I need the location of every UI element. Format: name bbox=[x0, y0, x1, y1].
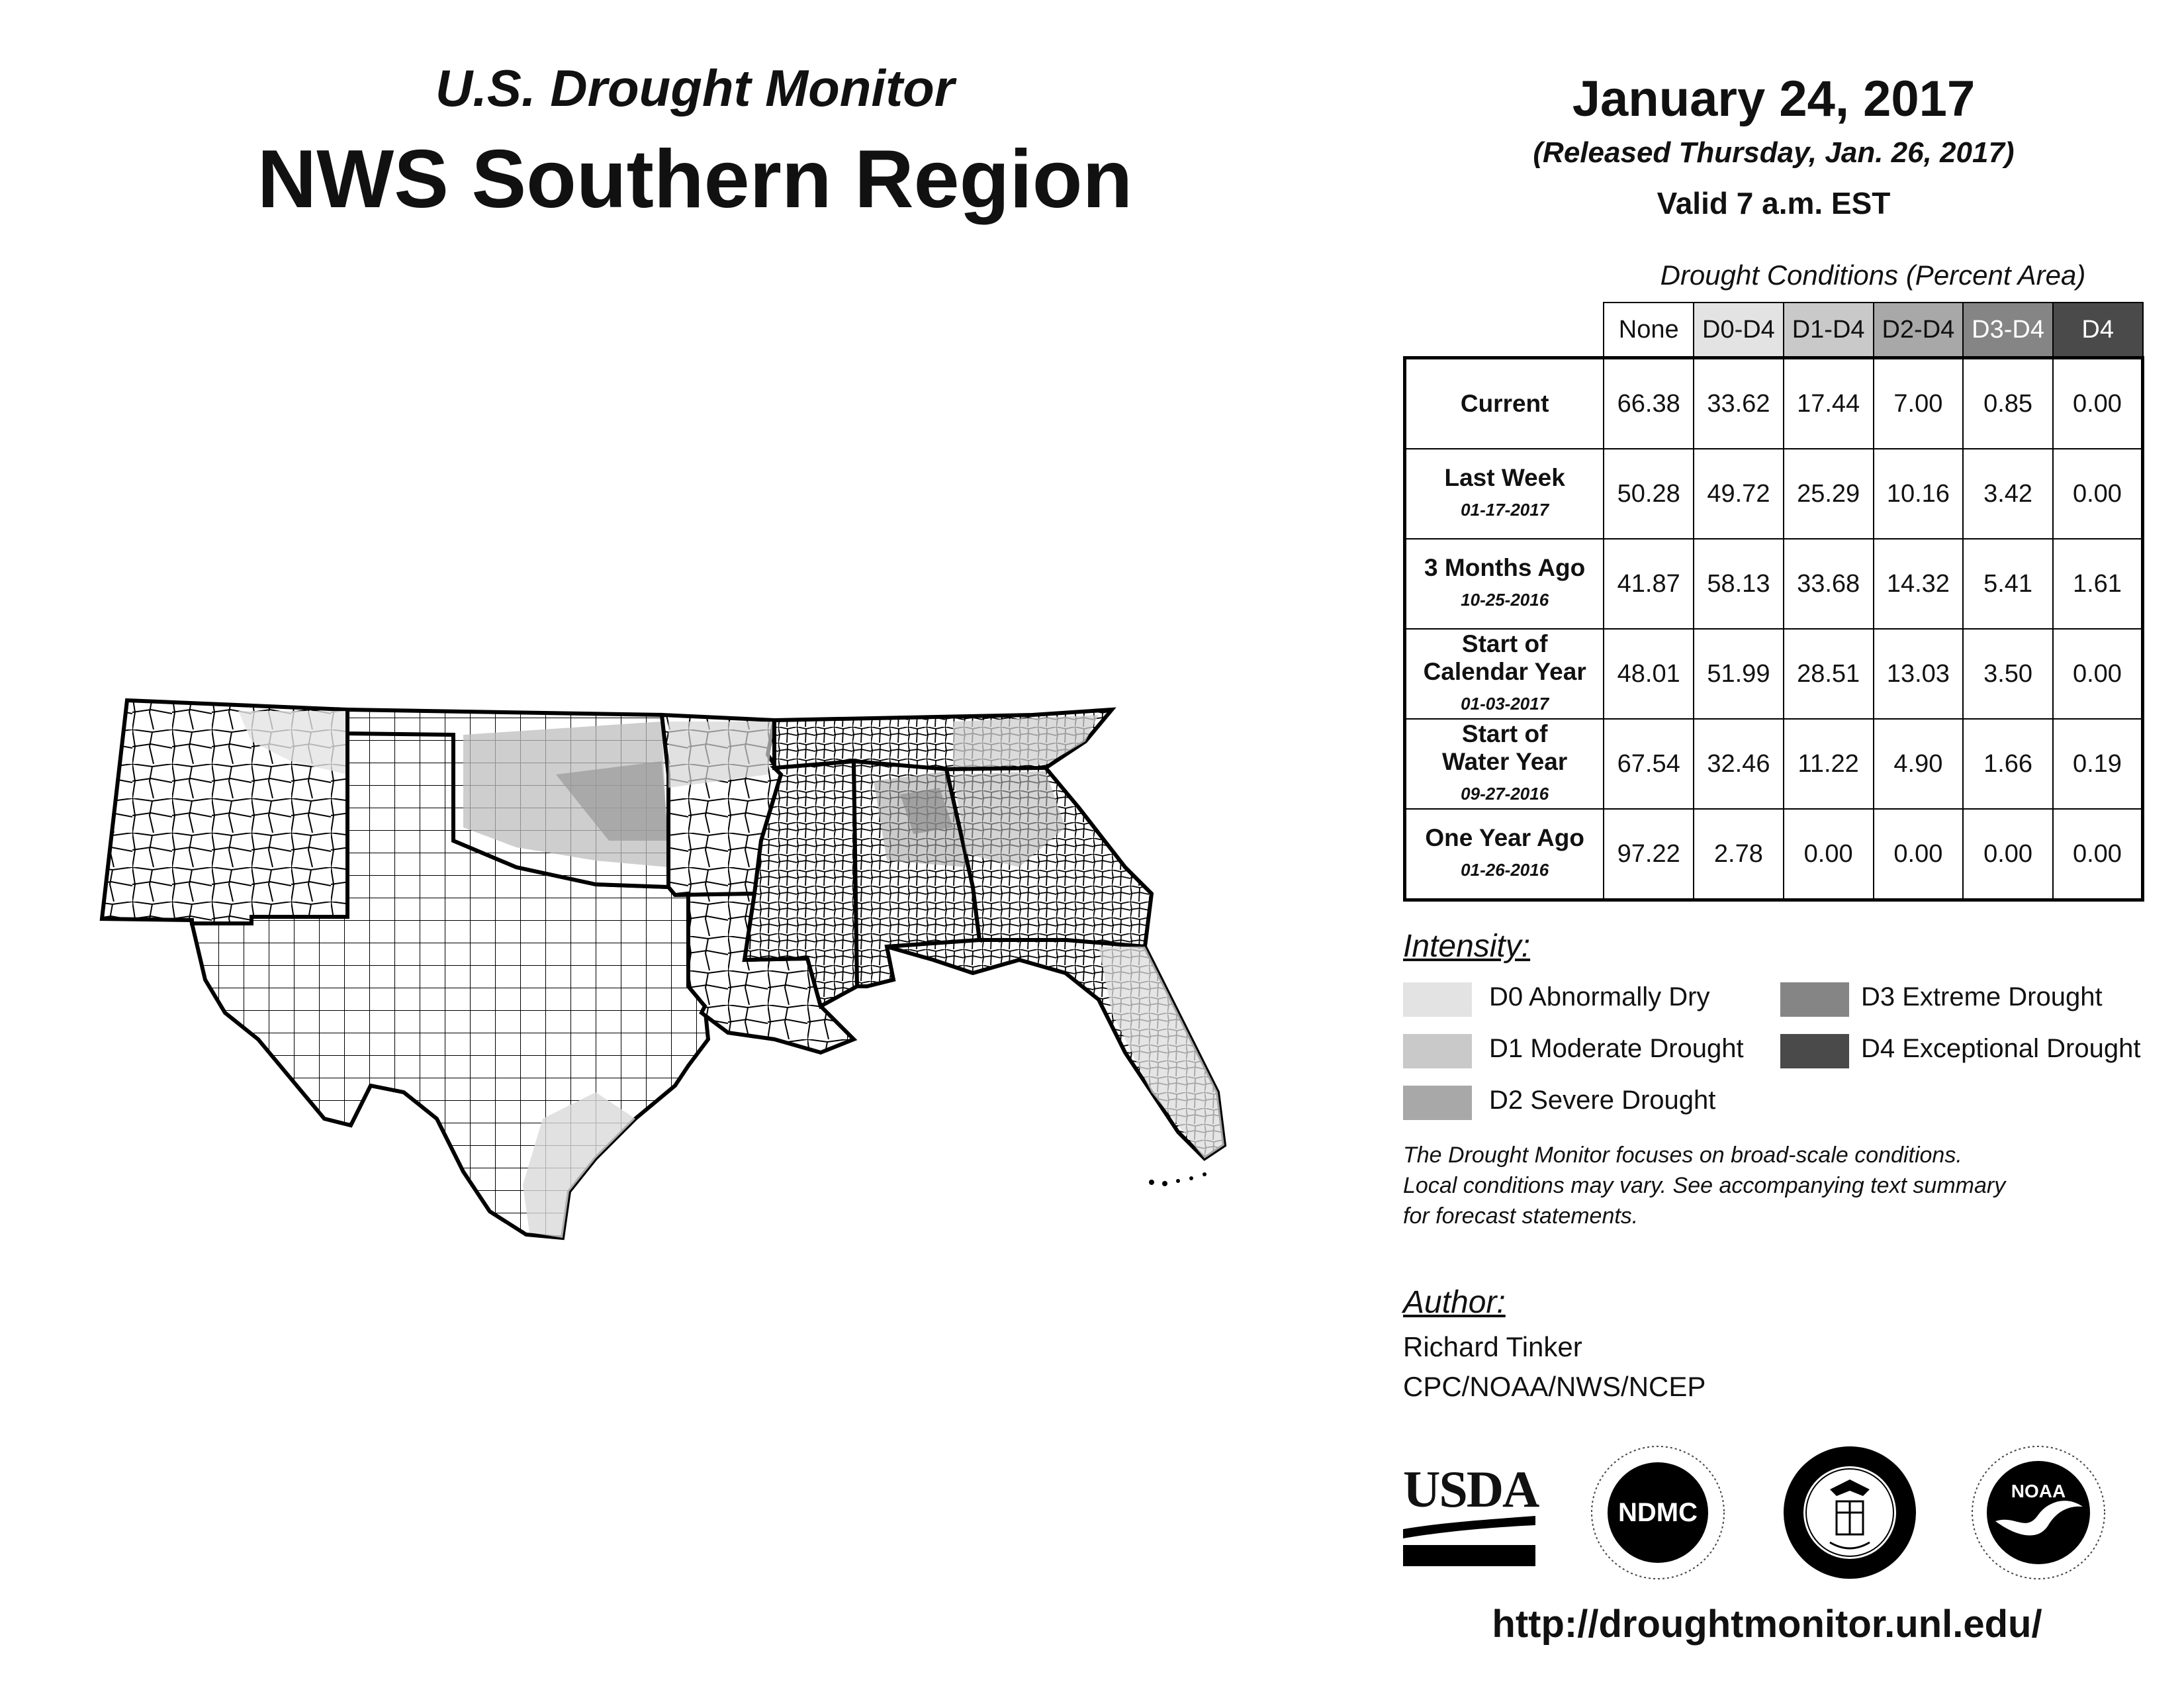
release-date: (Released Thursday, Jan. 26, 2017) bbox=[1533, 136, 2015, 169]
table-cell: 17.44 bbox=[1784, 358, 1874, 449]
table-cell: 1.61 bbox=[2053, 539, 2143, 629]
row-date: 01-17-2017 bbox=[1461, 500, 1549, 520]
table-cell: 32.46 bbox=[1694, 719, 1784, 809]
author-name: Richard Tinker bbox=[1403, 1331, 1582, 1362]
legend-swatch-d1 bbox=[1403, 1034, 1472, 1068]
table-cell: 48.01 bbox=[1604, 629, 1694, 719]
col-header-d0-d4: D0-D4 bbox=[1694, 303, 1784, 358]
col-header-d4: D4 bbox=[2053, 303, 2143, 358]
table-cell: 67.54 bbox=[1604, 719, 1694, 809]
col-header-d2-d4: D2-D4 bbox=[1874, 303, 1964, 358]
legend-label-d3: D3 Extreme Drought bbox=[1861, 982, 2103, 1011]
usda-wordmark: USDA bbox=[1403, 1460, 1539, 1518]
table-cell: 33.68 bbox=[1784, 539, 1874, 629]
table-cell: 41.87 bbox=[1604, 539, 1694, 629]
table-cell: 2.78 bbox=[1694, 809, 1784, 900]
usda-hills-icon bbox=[1403, 1516, 1535, 1569]
row-label: Start of Water Year 09-27-2016 bbox=[1405, 719, 1604, 809]
legend-label-d2: D2 Severe Drought bbox=[1489, 1086, 1716, 1115]
southern-region-map bbox=[93, 695, 1350, 1278]
table-cell: 13.03 bbox=[1874, 629, 1964, 719]
legend-label-d0: D0 Abnormally Dry bbox=[1489, 982, 1710, 1011]
region-title: NWS Southern Region bbox=[257, 134, 1133, 225]
drought-conditions-table bbox=[1403, 302, 2144, 902]
table-cell: 14.32 bbox=[1874, 539, 1964, 629]
legend-label-d1: D1 Moderate Drought bbox=[1489, 1034, 1744, 1063]
table-cell: 51.99 bbox=[1694, 629, 1784, 719]
table-cell: 58.13 bbox=[1694, 539, 1784, 629]
table-row bbox=[1405, 809, 2143, 900]
disclaimer-line: for forecast statements. bbox=[1403, 1203, 1639, 1229]
table-cell: 10.16 bbox=[1874, 449, 1964, 539]
row-date: 09-27-2016 bbox=[1461, 784, 1549, 804]
product-title: U.S. Drought Monitor bbox=[435, 59, 955, 117]
table-row bbox=[1405, 449, 2143, 539]
table-caption: Drought Conditions (Percent Area) bbox=[1660, 259, 2086, 291]
col-header-none: None bbox=[1604, 303, 1694, 358]
noaa-logo bbox=[1969, 1443, 2108, 1582]
table-cell: 0.00 bbox=[2053, 358, 2143, 449]
table-cell: 3.42 bbox=[1963, 449, 2053, 539]
col-header-d3-d4: D3-D4 bbox=[1963, 303, 2053, 358]
florida-keys-dot bbox=[1162, 1181, 1167, 1186]
table-cell: 0.00 bbox=[2053, 449, 2143, 539]
drought-area-tn bbox=[953, 715, 1099, 768]
florida-keys-dot bbox=[1203, 1172, 1206, 1176]
legend-title: Intensity: bbox=[1403, 929, 1531, 964]
table-cell: 0.19 bbox=[2053, 719, 2143, 809]
table-cell: 11.22 bbox=[1784, 719, 1874, 809]
noaa-wordmark: NOAA bbox=[2011, 1481, 2066, 1501]
row-date: 10-25-2016 bbox=[1461, 590, 1549, 610]
table-cell: 97.22 bbox=[1604, 809, 1694, 900]
legend-swatch-d4 bbox=[1780, 1034, 1849, 1068]
row-label: Current bbox=[1405, 358, 1604, 449]
table-row bbox=[1405, 358, 2143, 449]
row-date: 01-03-2017 bbox=[1461, 694, 1549, 714]
table-cell: 7.00 bbox=[1874, 358, 1964, 449]
table-cell: 3.50 bbox=[1963, 629, 2053, 719]
florida-keys-dot bbox=[1149, 1180, 1154, 1185]
author-title: Author: bbox=[1403, 1285, 1506, 1320]
table-row bbox=[1405, 539, 2143, 629]
legend-swatch-d0 bbox=[1403, 982, 1472, 1017]
table-cell: 4.90 bbox=[1874, 719, 1964, 809]
florida-keys-dot bbox=[1176, 1179, 1180, 1183]
ndmc-logo bbox=[1588, 1443, 1727, 1582]
table-cell: 0.85 bbox=[1963, 358, 2053, 449]
table-cell: 49.72 bbox=[1694, 449, 1784, 539]
table-cell: 0.00 bbox=[1784, 809, 1874, 900]
florida-keys-dot bbox=[1189, 1176, 1193, 1180]
row-date: 01-26-2016 bbox=[1461, 860, 1549, 880]
col-header-d1-d4: D1-D4 bbox=[1784, 303, 1874, 358]
table-row bbox=[1405, 719, 2143, 809]
valid-time: Valid 7 a.m. EST bbox=[1657, 186, 1891, 220]
author-org: CPC/NOAA/NWS/NCEP bbox=[1403, 1371, 1706, 1402]
legend-swatch-d3 bbox=[1780, 982, 1849, 1017]
table-cell: 0.00 bbox=[1874, 809, 1964, 900]
table-cell: 25.29 bbox=[1784, 449, 1874, 539]
table-cell: 5.41 bbox=[1963, 539, 2053, 629]
map-date: January 24, 2017 bbox=[1572, 71, 1976, 127]
table-corner bbox=[1405, 303, 1604, 358]
table-cell: 66.38 bbox=[1604, 358, 1694, 449]
row-label: Start of Calendar Year 01-03-2017 bbox=[1405, 629, 1604, 719]
legend-label-d4: D4 Exceptional Drought bbox=[1861, 1034, 2141, 1063]
ndmc-wordmark: NDMC bbox=[1618, 1498, 1698, 1527]
table-cell: 1.66 bbox=[1963, 719, 2053, 809]
disclaimer-line: Local conditions may vary. See accompanying text summary bbox=[1403, 1173, 2006, 1198]
author-block bbox=[1403, 1327, 1706, 1407]
table-cell: 0.00 bbox=[2053, 809, 2143, 900]
row-label: Last Week 01-17-2017 bbox=[1405, 449, 1604, 539]
table-cell: 0.00 bbox=[1963, 809, 2053, 900]
table-cell: 28.51 bbox=[1784, 629, 1874, 719]
disclaimer-line: The Drought Monitor focuses on broad-scale conditions. bbox=[1403, 1143, 1962, 1168]
table-cell: 33.62 bbox=[1694, 358, 1784, 449]
disclaimer bbox=[1403, 1140, 2144, 1231]
commerce-seal bbox=[1780, 1443, 1919, 1582]
table-cell: 50.28 bbox=[1604, 449, 1694, 539]
table-cell: 0.00 bbox=[2053, 629, 2143, 719]
row-label: 3 Months Ago 10-25-2016 bbox=[1405, 539, 1604, 629]
usda-logo bbox=[1403, 1460, 1539, 1569]
table-row bbox=[1405, 629, 2143, 719]
legend-swatch-d2 bbox=[1403, 1086, 1472, 1120]
row-label: One Year Ago 01-26-2016 bbox=[1405, 809, 1604, 900]
source-url[interactable]: http://droughtmonitor.unl.edu/ bbox=[1492, 1603, 2042, 1646]
